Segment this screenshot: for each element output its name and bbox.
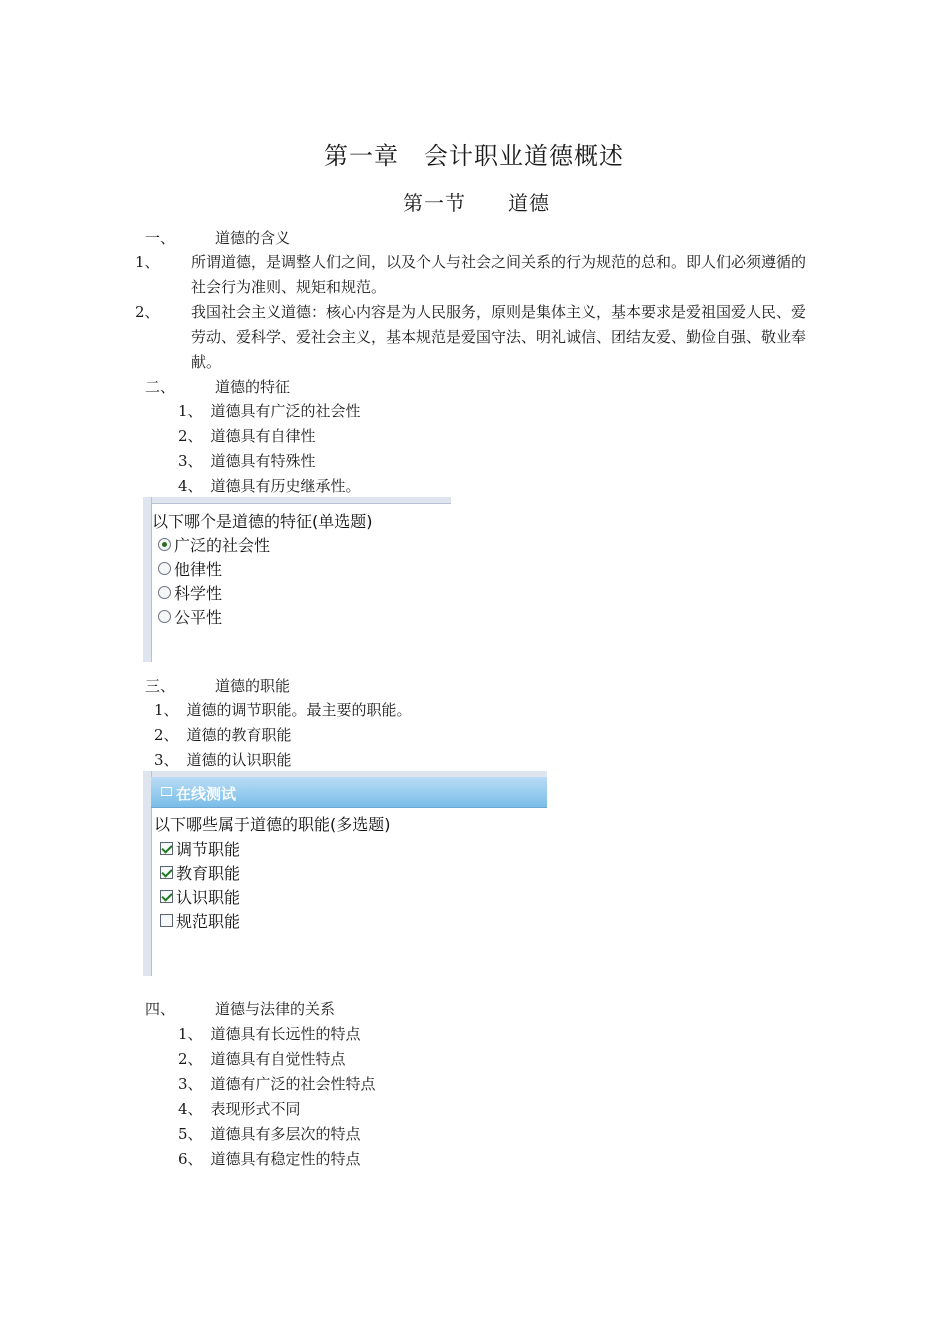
list-number: 2、 [154,726,179,744]
radio-icon[interactable] [158,610,171,623]
option-label: 教育职能 [176,864,241,883]
section-heading-text: 道德与法律的关系 [215,1000,336,1018]
radio-icon[interactable] [158,562,171,575]
chapter-title: 第一章 会计职业道德概述 [324,142,624,170]
option-label: 规范职能 [176,912,241,931]
quiz-option[interactable] [158,605,222,628]
quiz-option[interactable] [160,837,240,860]
list-text: 道德的认识职能 [186,751,292,769]
quiz-panel-header [151,777,547,808]
list-item [154,750,292,770]
checkbox-checked-icon[interactable] [160,866,173,879]
quiz-option[interactable] [158,557,222,580]
section-title: 第一节 道德 [403,191,550,215]
checkbox-checked-icon[interactable] [160,890,173,903]
quiz-panel-title: 在线测试 [176,785,237,803]
section-number: 一、 [145,229,176,247]
list-item [178,401,361,421]
quiz-question: 以下哪个是道德的特征(单选题) [152,512,373,531]
paragraph-1 [135,250,809,300]
list-item [178,451,316,471]
paragraph-number: 1、 [135,253,160,271]
paragraph-text: 所谓道德，是调整人们之间，以及个人与社会之间关系的行为规范的总和。即人们必须遵循的社会行为准则、规矩和规范。 [191,253,807,296]
quiz-option[interactable] [160,885,240,908]
list-number: 5、 [178,1125,203,1143]
option-label: 他律性 [174,560,223,579]
window-left-bar [143,497,152,662]
list-item [178,1024,361,1044]
list-number: 3、 [178,452,203,470]
section-number: 四、 [145,1000,176,1018]
section-heading-4 [145,999,335,1019]
panel-icon [161,787,172,796]
section-number: 二、 [145,378,176,396]
section-heading-text: 道德的职能 [215,677,291,695]
section-heading-3 [145,676,290,696]
list-text: 道德具有多层次的特点 [210,1125,361,1143]
list-number: 2、 [178,427,203,445]
list-number: 3、 [178,1075,203,1093]
list-text: 道德具有长远性的特点 [210,1025,361,1043]
paragraph-number: 2、 [135,303,160,321]
list-number: 1、 [154,701,179,719]
list-number: 1、 [178,1025,203,1043]
section-heading-1 [145,228,290,248]
list-item [178,1049,346,1069]
list-text: 道德有广泛的社会性特点 [210,1075,376,1093]
window-top-bar [143,497,451,504]
section-number: 三、 [145,677,176,695]
quiz-question: 以下哪些属于道德的职能(多选题) [154,815,391,834]
section-heading-text: 道德的含义 [215,229,291,247]
list-text: 道德具有历史继承性。 [210,477,361,495]
list-text: 道德具有特殊性 [210,452,316,470]
paragraph-2 [135,300,809,375]
list-text: 道德具有自律性 [210,427,316,445]
list-text: 道德具有广泛的社会性 [210,402,361,420]
list-item [178,426,316,446]
list-number: 4、 [178,477,203,495]
list-number: 1、 [178,402,203,420]
list-item [178,1124,361,1144]
section-heading-text: 道德的特征 [215,378,291,396]
quiz-option[interactable] [158,581,222,604]
list-number: 4、 [178,1100,203,1118]
list-text: 道德的调节职能。最主要的职能。 [186,701,412,719]
list-text: 道德具有自觉性特点 [210,1050,346,1068]
radio-icon[interactable] [158,586,171,599]
list-text: 道德具有稳定性的特点 [210,1150,361,1168]
list-item [178,1149,361,1169]
quiz-option[interactable] [158,533,270,556]
list-item [154,700,412,720]
list-number: 3、 [154,751,179,769]
list-item [178,476,361,496]
option-label: 调节职能 [176,840,241,859]
paragraph-text: 我国社会主义道德：核心内容是为人民服务，原则是集体主义，基本要求是爱祖国爱人民、爱劳动、爱科学、爱社会主义，基本规范是爱国守法、明礼诚信、团结友爱、勤俭自强、敬业奉献。 [191,303,807,371]
option-label: 认识职能 [176,888,241,907]
quiz-option[interactable] [160,909,240,932]
option-label: 公平性 [174,608,223,627]
option-label: 广泛的社会性 [174,536,271,555]
list-text: 表现形式不同 [210,1100,301,1118]
checkbox-icon[interactable] [160,914,173,927]
single-choice-quiz [143,497,451,662]
multiple-choice-quiz [143,771,547,976]
list-item [178,1074,376,1094]
quiz-option[interactable] [160,861,240,884]
list-item [178,1099,301,1119]
list-number: 6、 [178,1150,203,1168]
option-label: 科学性 [174,584,223,603]
list-number: 2、 [178,1050,203,1068]
radio-selected-icon[interactable] [158,538,171,551]
checkbox-checked-icon[interactable] [160,842,173,855]
list-text: 道德的教育职能 [186,726,292,744]
list-item [154,725,292,745]
section-heading-2 [145,377,290,397]
